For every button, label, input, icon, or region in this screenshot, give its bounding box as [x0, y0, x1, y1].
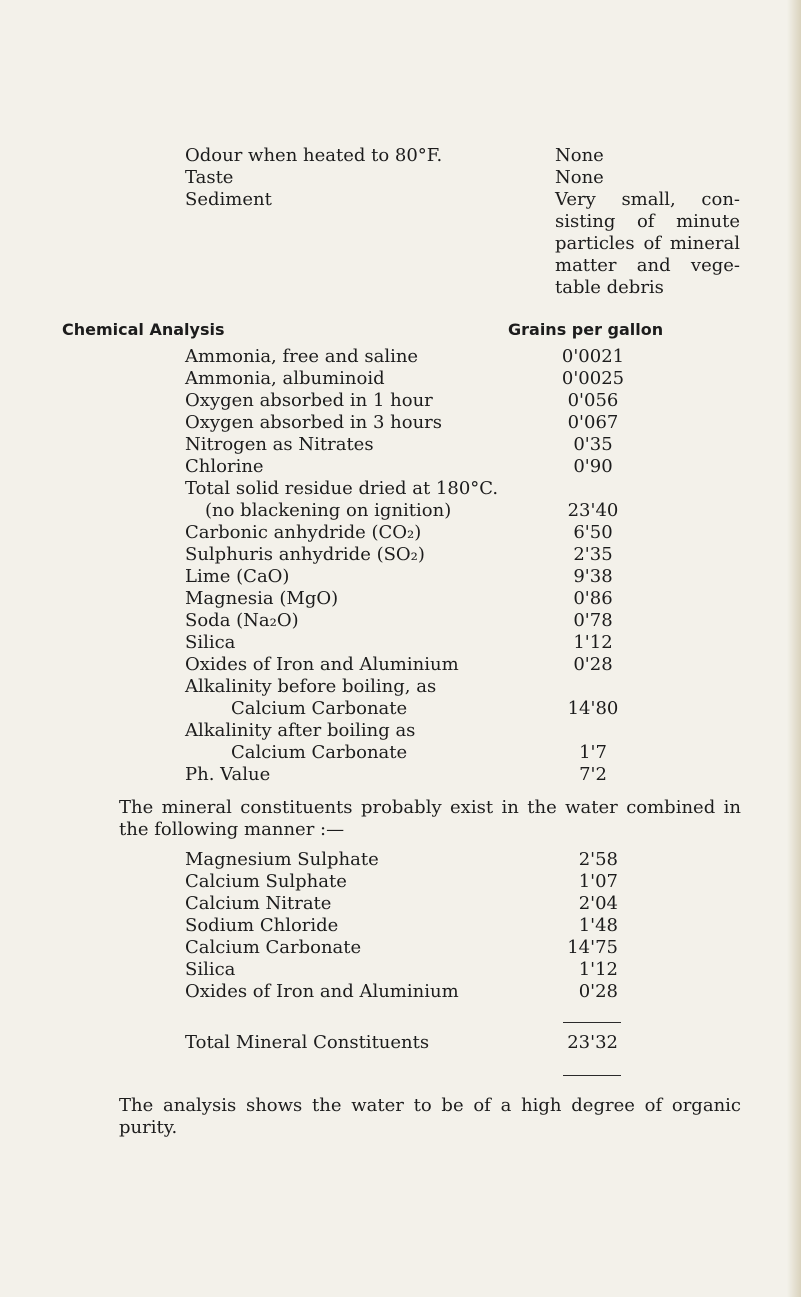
analysis-label: Alkalinity before boiling, as [185, 676, 437, 697]
taste-label: Taste [185, 167, 234, 188]
mineral-intro-paragraph [119, 797, 741, 841]
mineral-label: Oxides of Iron and Aluminium [185, 981, 459, 1002]
page-edge-shadow [787, 0, 801, 1297]
sediment-line: Very small, con- [555, 189, 740, 210]
odour-label: Odour when heated to 80°F. [185, 145, 443, 166]
mineral-label: Calcium Carbonate [185, 937, 362, 958]
analysis-value: 23'40 [567, 500, 619, 521]
mineral-label: Silica [185, 959, 236, 980]
analysis-value: 1'7 [579, 742, 607, 763]
analysis-label: Total solid residue dried at 180°C. [185, 478, 499, 499]
analysis-value: 7'2 [579, 764, 607, 785]
sediment-line: sisting of minute [555, 211, 740, 232]
mineral-value: 1'12 [578, 959, 618, 980]
analysis-label: Sulphuris anhydride (SO₂) [185, 544, 425, 565]
analysis-label: Magnesia (MgO) [185, 588, 339, 609]
analysis-value: 0'0025 [561, 368, 625, 389]
analysis-label: Chlorine [185, 456, 264, 477]
mineral-intro-line: the following manner :— [119, 819, 345, 840]
analysis-label: Silica [185, 632, 236, 653]
analysis-value: 0'86 [573, 588, 613, 609]
mineral-label: Calcium Nitrate [185, 893, 332, 914]
analysis-label: Calcium Carbonate [231, 698, 408, 719]
mineral-label: Magnesium Sulphate [185, 849, 379, 870]
analysis-value: 14'80 [567, 698, 619, 719]
mineral-intro-line: The mineral constituents probably exist in the water combined in [119, 797, 741, 818]
sediment-line: particles of mineral [555, 233, 740, 254]
analysis-value: 0'0021 [561, 346, 625, 367]
odour-value: None [555, 145, 604, 166]
analysis-label: Ammonia, free and saline [185, 346, 419, 367]
mineral-label: Sodium Chloride [185, 915, 339, 936]
analysis-label: Calcium Carbonate [231, 742, 408, 763]
mineral-label: Calcium Sulphate [185, 871, 347, 892]
sediment-value [555, 189, 740, 299]
mineral-value: 14'75 [567, 937, 618, 958]
mineral-value: 1'48 [578, 915, 618, 936]
analysis-value: 0'35 [573, 434, 613, 455]
analysis-label: Carbonic anhydride (CO₂) [185, 522, 422, 543]
total-rule-top [563, 1022, 621, 1023]
conclusion-line: purity. [119, 1117, 178, 1138]
conclusion-paragraph [119, 1095, 741, 1139]
analysis-value: 9'38 [573, 566, 613, 587]
conclusion-line: The analysis shows the water to be of a high degree of organic [119, 1095, 741, 1116]
sediment-line: table debris [555, 277, 664, 298]
grains-per-gallon-heading: Grains per gallon [508, 320, 664, 339]
analysis-value: 0'78 [573, 610, 613, 631]
analysis-label: Soda (Na₂O) [185, 610, 299, 631]
analysis-value: 0'056 [567, 390, 619, 411]
sediment-label: Sediment [185, 189, 272, 210]
analysis-value: 0'067 [567, 412, 619, 433]
mineral-value: 0'28 [578, 981, 618, 1002]
total-mineral-value: 23'32 [567, 1032, 618, 1053]
analysis-label: Oxygen absorbed in 1 hour [185, 390, 433, 411]
chemical-analysis-heading: Chemical Analysis [62, 320, 225, 339]
analysis-label: Oxygen absorbed in 3 hours [185, 412, 443, 433]
analysis-label: Oxides of Iron and Aluminium [185, 654, 459, 675]
analysis-label: Ph. Value [185, 764, 271, 785]
taste-value: None [555, 167, 604, 188]
analysis-value: 6'50 [573, 522, 613, 543]
mineral-value: 1'07 [578, 871, 618, 892]
analysis-value: 2'35 [573, 544, 613, 565]
analysis-label: Nitrogen as Nitrates [185, 434, 374, 455]
analysis-value: 0'28 [573, 654, 613, 675]
total-rule-bottom [563, 1075, 621, 1076]
sediment-line: matter and vege- [555, 255, 740, 276]
analysis-label: (no blackening on ignition) [205, 500, 452, 521]
analysis-label: Ammonia, albuminoid [185, 368, 385, 389]
total-mineral-label: Total Mineral Constituents [185, 1032, 430, 1053]
analysis-value: 0'90 [573, 456, 613, 477]
analysis-label: Lime (CaO) [185, 566, 290, 587]
mineral-value: 2'04 [578, 893, 618, 914]
analysis-value: 1'12 [573, 632, 613, 653]
mineral-value: 2'58 [578, 849, 618, 870]
analysis-label: Alkalinity after boiling as [185, 720, 416, 741]
